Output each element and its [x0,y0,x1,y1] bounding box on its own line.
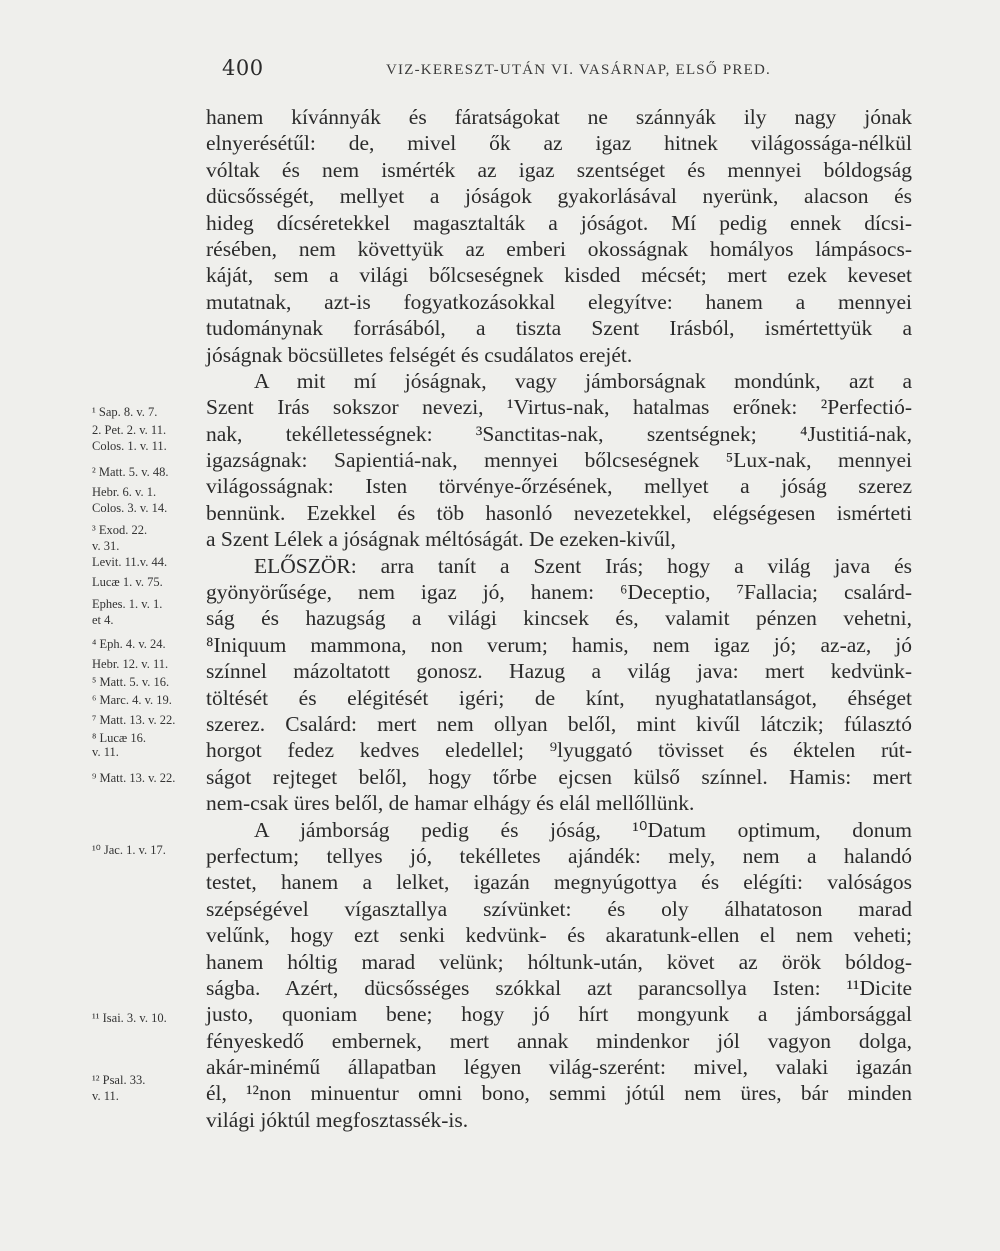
text-line: töltését és elégitését igéri; de kínt, nyughatatlanságot, éhséget [206,685,912,710]
text-line: elnyerésétűl: de, mivel ők az igaz hitnek világossága-nélkül [206,131,912,156]
text-line: gyönyörűsége, nem igaz jó, hanem: ⁶Deceptio, ⁷Fallacia; csalárd- [206,580,912,605]
text-line: justo, quoniam bene; hogy jó hírt mongyunk a jámborsággal [206,1002,912,1027]
text-line: szépségével vígasztallya szívünket: és oly álhatatoson marad [206,896,912,921]
text-line: fényeskedő embernek, mert annak mindenkor jól vagyon dolga, [206,1028,912,1053]
text-line: szerez. Csalárd: mert nem ollyan belől, mint kivűl látczik; fúlasztó [206,711,912,736]
margin-note: ⁴ Eph. 4. v. 24. [92,637,166,651]
text-line: horgot fedez kedves eledellel; ⁹lyuggató tövisset és éktelen rút- [206,738,912,763]
text-line: ELŐSZÖR: arra tanít a Szent Irás; hogy a világ java és [254,553,912,578]
text-line: dücsősségét, mellyet a jóságok gyakorlásával nyerünk, alacson és [206,184,912,209]
margin-note: ¹ Sap. 8. v. 7. [92,405,158,419]
margin-note: ² Matt. 5. v. 48. [92,465,169,479]
text-line: világosságnak: Isten törvénye-őrzésének, mellyet a jóság szerez [206,474,912,499]
margin-note: ¹⁰ Jac. 1. v. 17. [92,843,166,857]
text-line: perfectum; tellyes jó, tekélletes ajándék: mely, nem a halandó [206,843,912,868]
margin-note: ⁷ Matt. 13. v. 22. [92,713,176,727]
margin-note: Colos. 3. v. 14. [92,501,168,515]
margin-note: v. 11. [92,1089,119,1103]
text-line: hanem hóltig marad velünk; hóltunk-után, követ az örök bóldog- [206,949,912,974]
text-line: igazságnak: Sapientiá-nak, mennyei bőlcseségnek ⁵Lux-nak, mennyei [206,448,912,473]
text-line: résében, nem követtyük az emberi okosságnak homályos lámpásocs- [206,236,912,261]
text-line: hanem kívánnyák és fáratságokat ne szánnyák ily nagy jónak [206,105,912,129]
text-line: színnel mázoltatott gonosz. Hazug a világ java: mert kedvünk- [206,659,912,684]
text-line: él, ¹²non minuentur omni bono, semmi jótúl nem üres, bár minden [206,1081,912,1106]
text-line: jóságnak böcsülletes felségét és csudálatos erejét. [206,342,633,367]
text-line: tudománynak forrásából, a tiszta Szent Irásból, ismértettyük a [206,316,912,341]
text-line: ságba. Azért, dücsősséges szókkal azt parancsollya Isten: ¹¹Dicite [206,975,912,1000]
text-line: nak, tekélletességnek: ³Sanctitas-nak, szentségnek; ⁴Justitiá-nak, [206,421,912,446]
text-line: ságot rejteget belől, hogy tőrbe ejcsen külső színnel. Hamis: mert [206,764,912,789]
body-text [206,104,912,1133]
text-line: hideg dícséretekkel magasztalták a jóságot. Mí pedig ennek dícsi- [206,210,912,235]
text-line: A mit mí jóságnak, vagy jámborságnak mondúnk, azt a [254,368,912,393]
margin-note: ³ Exod. 22. [92,523,148,537]
margin-note: ⁸ Lucæ 16. [92,731,147,745]
margin-note: Hebr. 12. v. 11. [92,657,169,671]
margin-note: v. 31. [92,539,120,553]
text-line: mutatnak, azt-is fogyatkozásokkal elegyítve: hanem a mennyei [206,289,912,314]
text-line: káját, sem a világi bőlcseségnek kisded mécsét; mert ezek keveset [206,263,912,288]
margin-note: ⁶ Marc. 4. v. 19. [92,693,172,707]
margin-note: Lucæ 1. v. 75. [92,575,163,589]
text-line: Szent Irás sokszor nevezi, ¹Virtus-nak, hatalmas erőnek: ²Perfectió- [206,395,912,420]
text-line: világi jóktúl megfosztassék-is. [206,1107,469,1132]
text-line: akár-minémű állapatban légyen világ-szerént: mivel, valaki igazán [206,1055,912,1080]
margin-note: et 4. [92,613,114,627]
page-number: 400 [222,56,264,80]
margin-note: Colos. 1. v. 11. [92,439,167,453]
margin-note: Hebr. 6. v. 1. [92,485,157,499]
margin-note: ¹¹ Isai. 3. v. 10. [92,1011,167,1025]
text-line: ság és hazugság a világi kincsek és, valamit pénzen vehetni, [206,606,912,631]
text-line: bennünk. Ezekkel és töb hasonló nevezetekkel, elégségesen ismérteti [206,500,912,525]
margin-note: ¹² Psal. 33. [92,1073,146,1087]
margin-note: Ephes. 1. v. 1. [92,597,163,611]
margin-note: 2. Pet. 2. v. 11. [92,423,167,437]
text-line: A jámborság pedig és jóság, ¹⁰Datum optimum, donum [254,817,912,842]
margin-note: ⁹ Matt. 13. v. 22. [92,771,176,785]
margin-note: v. 11. [92,745,119,759]
text-line: a Szent Lélek a jóságnak méltóságát. De ezeken-kivűl, [206,527,676,552]
running-head: VIZ-KERESZT-UTÁN VI. VASÁRNAP, ELSŐ PRED. [386,62,771,78]
margin-note: Levit. 11.v. 44. [92,555,168,569]
text-line: ⁸Iniquum mammona, non verum; hamis, nem igaz jó; az-az, jó [206,632,912,657]
margin-note: ⁵ Matt. 5. v. 16. [92,675,170,689]
text-line: velűnk, hogy ezt senki kedvünk- és akaratunk-ellen el nem veheti; [206,923,912,948]
text-line: nem-csak üres belől, de hamar elhágy és elál mellőllünk. [206,791,695,816]
text-line: vóltak és nem ismérték az igaz szentséget és mennyei bóldogság [206,157,912,182]
text-line: testet, hanem a lelket, igazán megnyúgottya és elégíti: valóságos [206,870,912,895]
